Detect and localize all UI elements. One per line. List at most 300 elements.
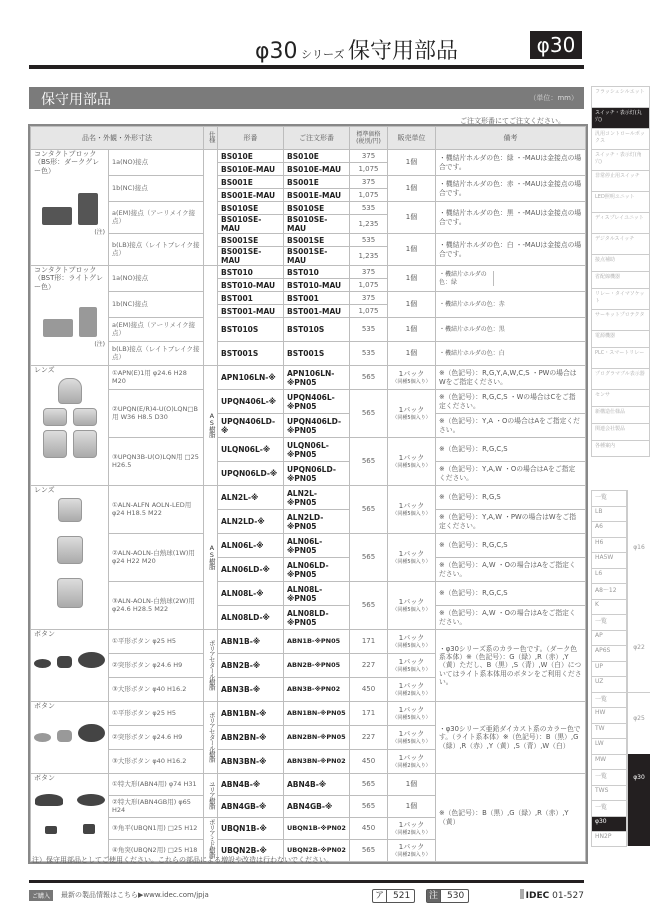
sales-unit: 1パック （同種2個入り）: [388, 840, 436, 862]
sidebar-nav: [591, 86, 650, 457]
price: 171: [350, 702, 388, 726]
category-label: コンタクトブロック（BST形：ライトグレー色）: [34, 266, 104, 291]
ref-page-b[interactable]: 注 530: [426, 889, 469, 903]
sales-unit: 1パック （同種5個入り）: [388, 366, 436, 390]
order-number: ABN2BN-※PN05: [284, 726, 350, 750]
order-number: BST001-MAU: [284, 305, 350, 318]
order-number: BS010SE: [284, 202, 350, 215]
model-number: BST001S: [218, 342, 284, 366]
footer-divider: [29, 880, 584, 883]
sub-label: ①APN(E)1用 φ24.6 H28 M20: [109, 366, 204, 390]
order-number: BS001SE-MAU: [284, 247, 350, 266]
sales-unit: 1個: [388, 292, 436, 318]
order-number: APN106LN-※PN05: [284, 366, 350, 390]
spec-cell: [204, 774, 218, 818]
order-number: ABN4B-※: [284, 774, 350, 796]
sub-label: a(EM)接点（アーリメイク接点）: [109, 318, 204, 342]
sub-label: ①平形ボタン φ25 H5: [109, 702, 204, 726]
col-header: 販売単位: [388, 127, 436, 150]
index-item[interactable]: 一覧: [591, 614, 627, 630]
sales-unit: 1パック （同種5個入り）: [388, 486, 436, 534]
index-item[interactable]: AP: [591, 630, 627, 646]
remark: ・機結片ホルダの色：黒: [436, 318, 586, 342]
sub-label: b(LB)接点（レイトブレイク接点）: [109, 234, 204, 266]
lens-image: [34, 408, 105, 426]
order-number: ABN4GB-※: [284, 796, 350, 818]
index-item[interactable]: A6: [591, 521, 627, 537]
button-image: [34, 724, 105, 742]
model-number: UPQN406LD-※: [218, 414, 284, 438]
sub-label: ②ALN-AOLN-白熱球(1W)用 φ24 H22 M20: [109, 534, 204, 582]
category-label: ボタン: [34, 702, 55, 710]
page-title: [255, 34, 458, 65]
purchase-tag: ご購入: [29, 890, 53, 901]
table-row: [31, 390, 586, 414]
price: 535: [350, 318, 388, 342]
sales-unit: 1パック （同種5個入り）: [388, 702, 436, 726]
sub-label: ②突形ボタン φ24.6 H9: [109, 726, 204, 750]
product-info-link[interactable]: 最新の製品情報はこちら▶www.idec.com/jpja: [61, 891, 209, 899]
sub-label: a(EM)接点（アーリメイク接点）: [109, 202, 204, 234]
table-header-row: [31, 127, 586, 150]
price: 565: [350, 366, 388, 390]
index-item[interactable]: H6: [591, 537, 627, 553]
col-header: ご注文形番: [284, 127, 350, 150]
index-item[interactable]: UP: [591, 661, 627, 677]
index-item[interactable]: MW: [591, 754, 627, 770]
model-number: ALN06LD-※: [218, 558, 284, 582]
order-number: ALN08L-※PN05: [284, 582, 350, 606]
order-number: ALN2LD-※PN05: [284, 510, 350, 534]
remark: ※（色記号）：Y,A,W ・PWの場合はWをご指定ください。: [436, 510, 586, 534]
spec-cell: [204, 266, 218, 366]
sales-unit: 1個: [388, 774, 436, 796]
remark: ※（色記号）：A,W ・Oの場合はAをご指定ください。: [436, 606, 586, 630]
col-header: 標準価格(税別/円): [350, 127, 388, 150]
sidebar-item[interactable]: 新構造仕様品: [591, 406, 650, 423]
material-label: ユリア樹脂: [207, 780, 216, 809]
material-label: AS樹脂: [207, 411, 216, 437]
model-number: UBQN1B-※: [218, 818, 284, 840]
order-note: ご注文形番にてご注文ください。: [460, 117, 565, 125]
sub-label: ①ALN-ALFN AOLN-LED用 φ24 H18.5 M22: [109, 486, 204, 534]
title-main: 保守用部品: [347, 39, 458, 64]
page-number: 01-527: [552, 891, 584, 901]
price: 450: [350, 678, 388, 702]
sales-unit: 1個: [388, 176, 436, 202]
model-number: BS001E-MAU: [218, 189, 284, 202]
order-number: ABN3B-※PN02: [284, 678, 350, 702]
sub-label: b(LB)接点（レイトブレイク接点）: [109, 342, 204, 366]
order-number: UPQN406LD-※PN05: [284, 414, 350, 438]
model-number: ULQN06L-※: [218, 438, 284, 462]
remark: ※（色記号）：Y,A,W ・Oの場合はAをご指定ください。: [436, 462, 586, 486]
order-number: ABN3BN-※PN02: [284, 750, 350, 774]
remark: ・機結片ホルダの色：赤: [436, 292, 586, 318]
remark: ・φ30シリーズ系のカラー色です。（ダーク色系本体）※（色記号）：G（緑）,R（赤）,Y（黄）ただし、B（黒）,S（青）,W（白）についてはライト系本体用のボタンをご利用ください。: [436, 630, 586, 702]
price: 565: [350, 534, 388, 582]
button-image: [34, 824, 105, 834]
model-number: ALN2L-※: [218, 486, 284, 510]
sales-unit: 1パック （同種5個入り）: [388, 438, 436, 486]
table-row: [31, 630, 586, 654]
model-number: BS010SE: [218, 202, 284, 215]
order-number: BS010E: [284, 150, 350, 163]
order-number: BST001S: [284, 342, 350, 366]
category-cell: [31, 702, 109, 774]
model-number: ABN2B-※: [218, 654, 284, 678]
sub-label: ③ALN-AOLN-白熱球(2W)用 φ24.6 H28.5 M22: [109, 582, 204, 630]
model-number: BST010: [218, 266, 284, 279]
sales-unit: 1個: [388, 234, 436, 266]
col-header: 品名・外観・外形寸法: [31, 127, 204, 150]
price: 565: [350, 390, 388, 438]
index-item[interactable]: 一覧: [591, 769, 627, 785]
sales-unit: 1個: [388, 318, 436, 342]
sales-unit: 1個: [388, 796, 436, 818]
sidebar-item[interactable]: プログラマブル表示器: [591, 368, 650, 389]
sales-unit: 1パック （同種2個入り）: [388, 818, 436, 840]
price: 227: [350, 654, 388, 678]
remark: ・機結片ホルダの色：赤 ・-MAUは金接点の場合です。: [436, 176, 586, 202]
category-label: レンズ: [34, 366, 55, 374]
index-item[interactable]: K: [591, 599, 627, 615]
model-number: UBQN2B-※: [218, 840, 284, 862]
remark: ※（色記号）：R,G,C,S: [436, 534, 586, 558]
model-number: UPQN406L-※: [218, 390, 284, 414]
table-row: [31, 486, 586, 510]
index-item[interactable]: 一覧: [591, 692, 627, 708]
spec-cell: [204, 702, 218, 774]
price: 565: [350, 438, 388, 486]
spec-cell: [204, 150, 218, 266]
table-row: [31, 702, 586, 726]
order-number: BST001: [284, 292, 350, 305]
price: 535: [350, 342, 388, 366]
model-number: ALN06L-※: [218, 534, 284, 558]
col-header: 備考: [436, 127, 586, 150]
model-number: BST001-MAU: [218, 305, 284, 318]
table-row: [31, 438, 586, 462]
parts-table: [30, 126, 586, 862]
sidebar-item[interactable]: サーキットプロテクタ: [591, 309, 650, 330]
remark: ※（色記号）：B（黒）,G（緑）,R（赤）,Y（黄）: [436, 774, 586, 862]
price: 565: [350, 796, 388, 818]
order-number: BS001E: [284, 176, 350, 189]
remark: ・機結片ホルダの色：白 ・-MAUは金接点の場合です。: [436, 234, 586, 266]
lens-image: [34, 578, 105, 608]
model-number: APN106LN-※: [218, 366, 284, 390]
sidebar-item[interactable]: フラッシュシルエット: [591, 86, 650, 107]
order-number: ALN06LD-※PN05: [284, 558, 350, 582]
order-number: ALN06L-※PN05: [284, 534, 350, 558]
price: 375: [350, 150, 388, 163]
sidebar-item[interactable]: 汎用コントロールボックス: [591, 128, 650, 149]
price: 375: [350, 292, 388, 305]
title-series: シリーズ: [297, 48, 348, 61]
price: 565: [350, 582, 388, 630]
sales-unit: 1パック （同種2個入り）: [388, 678, 436, 702]
index-item[interactable]: L6: [591, 568, 627, 584]
index-item[interactable]: LB: [591, 506, 627, 522]
spec-cell: [204, 366, 218, 486]
col-header: 仕様: [204, 127, 218, 150]
lens-image: [34, 498, 105, 522]
footer: [29, 889, 584, 903]
model-number: ABN1B-※: [218, 630, 284, 654]
index-item[interactable]: 一覧: [591, 490, 627, 506]
category-cell: [31, 486, 109, 630]
price: 450: [350, 750, 388, 774]
sub-label: 1b(NC)接点: [109, 176, 204, 202]
price: 171: [350, 630, 388, 654]
remark: ※（色記号）：A,W ・Oの場合はAをご指定ください。: [436, 558, 586, 582]
model-number: ABN3BN-※: [218, 750, 284, 774]
model-number: BS010E: [218, 150, 284, 163]
remark: ※（色記号）：R,G,C,S: [436, 582, 586, 606]
order-number: ABN2B-※PN05: [284, 654, 350, 678]
lens-image: [34, 536, 105, 564]
table-row: [31, 774, 586, 796]
sales-unit: 1パック （同種5個入り）: [388, 390, 436, 438]
price: 1,075: [350, 163, 388, 176]
remark: ※（色記号）：R,G,Y,A,W,C,S ・PWの場合はWをご指定ください。: [436, 366, 586, 390]
price: 565: [350, 840, 388, 862]
note-mark: (注): [94, 229, 105, 237]
index-group-label: φ22: [627, 614, 650, 692]
order-number: BS001E-MAU: [284, 189, 350, 202]
col-header: 形番: [218, 127, 284, 150]
index-item[interactable]: AP6S: [591, 645, 627, 661]
sidebar-item[interactable]: スイッチ・表示灯(角穴): [591, 149, 650, 170]
footnote: 注）保守用部品としてご使用ください。これらの部品による増設や改造は行わないでください。: [32, 856, 333, 864]
model-number: ABN1BN-※: [218, 702, 284, 726]
button-image: [34, 652, 105, 668]
sub-label: ②突形ボタン φ24.6 H9: [109, 654, 204, 678]
order-number: BS001SE: [284, 234, 350, 247]
category-cell: [31, 150, 109, 266]
index-item-active[interactable]: φ30: [591, 816, 627, 832]
section-title: 保守用部品: [41, 92, 111, 108]
brand-page: [520, 889, 584, 901]
model-number: ABN4B-※: [218, 774, 284, 796]
order-number: ULQN06L-※PN05: [284, 438, 350, 462]
sales-unit: 1パック （同種5個入り）: [388, 654, 436, 678]
category-cell: [31, 366, 109, 486]
index-item[interactable]: LW: [591, 738, 627, 754]
remark: ・機結片ホルダの色：黒 ・-MAUは金接点の場合です。: [436, 202, 586, 234]
model-number: ALN08L-※: [218, 582, 284, 606]
remark: ・φ30シリーズ亜鉛ダイカスト系のカラー色です。（ライト系本体）※（色記号）：B（黒）,G（緑）,R（赤）,Y（黄）,S（青）,W（白）: [436, 702, 586, 774]
order-number: BS010SE-MAU: [284, 215, 350, 234]
order-number: BST010S: [284, 318, 350, 342]
remark: ※（色記号）：R,G,C,S: [436, 438, 586, 462]
index-item[interactable]: HW: [591, 707, 627, 723]
note-mark: (注): [94, 341, 105, 349]
sidebar-item[interactable]: 接点補助: [591, 254, 650, 271]
sidebar-item[interactable]: リレー・タイマソケット: [591, 288, 650, 309]
index-item[interactable]: HA5W: [591, 552, 627, 568]
model-number: ALN08LD-※: [218, 606, 284, 630]
index-item[interactable]: A8～12: [591, 583, 627, 599]
order-number: BST010: [284, 266, 350, 279]
sales-unit: 1個: [388, 150, 436, 176]
button-image: [34, 794, 105, 806]
model-number: BST010S: [218, 318, 284, 342]
sidebar-item[interactable]: 各種案内: [591, 440, 650, 457]
model-number: BST001: [218, 292, 284, 305]
model-number: BST010-MAU: [218, 279, 284, 292]
order-number: BST010-MAU: [284, 279, 350, 292]
order-number: BS010E-MAU: [284, 163, 350, 176]
order-number: UPQN406L-※PN05: [284, 390, 350, 414]
sales-unit: 1パック （同種5個入り）: [388, 630, 436, 654]
table-row: [31, 534, 586, 558]
sidebar-item[interactable]: センサ: [591, 389, 650, 406]
order-number: UBQN1B-※PN02: [284, 818, 350, 840]
index-item[interactable]: 一覧: [591, 800, 627, 816]
model-number: BS010E-MAU: [218, 163, 284, 176]
sub-label: ②UPQN(E/R)4-U(O)LQN□B用 W36 H8.5 D30: [109, 390, 204, 438]
sub-label: ①平形ボタン φ25 H5: [109, 630, 204, 654]
remark: [436, 266, 586, 292]
sub-label: ③大形ボタン φ40 H16.2: [109, 678, 204, 702]
sales-unit: 1個: [388, 202, 436, 234]
category-label: ボタン: [34, 774, 55, 782]
material-label: ポリアミド樹脂: [207, 819, 216, 858]
price: 1,075: [350, 189, 388, 202]
contact-block-image: [34, 307, 105, 337]
index-group-label: φ16: [627, 490, 650, 614]
brand-logo: IDEC: [525, 891, 550, 901]
model-number: BS001SE-MAU: [218, 247, 284, 266]
remark: ・機結片ホルダの色：白: [436, 342, 586, 366]
category-cell: [31, 630, 109, 702]
category-label: レンズ: [34, 486, 55, 494]
order-number: UBQN2B-※PN02: [284, 840, 350, 862]
model-number: ABN4GB-※: [218, 796, 284, 818]
sales-unit: 1パック （同種5個入り）: [388, 726, 436, 750]
sidebar-item[interactable]: 省配線機器: [591, 271, 650, 288]
price: 535: [350, 202, 388, 215]
section-bar: [29, 87, 584, 109]
table-row: [31, 318, 586, 342]
table-row: [31, 292, 586, 305]
material-label: AS樹脂: [207, 543, 216, 569]
remark: ※（色記号）：R,G,S: [436, 486, 586, 510]
price: 450: [350, 818, 388, 840]
sub-label: ④角突(UBQN2用) □25 H18: [109, 840, 204, 862]
index-group-label-active: φ30: [627, 754, 650, 846]
table-row: [31, 202, 586, 215]
price: 1,235: [350, 215, 388, 234]
price: 227: [350, 726, 388, 750]
sales-unit: 1個: [388, 342, 436, 366]
index-item[interactable]: UZ: [591, 676, 627, 692]
model-number: BS001E: [218, 176, 284, 189]
index-item[interactable]: HN2P: [591, 831, 627, 847]
header-divider: [29, 65, 584, 69]
sidebar-item[interactable]: デジタルスイッチ: [591, 233, 650, 254]
table-row: [31, 266, 586, 279]
sidebar-item[interactable]: LED照明ユニット: [591, 191, 650, 212]
sub-label: ①特大形(ABN4用) φ74 H31: [109, 774, 204, 796]
spec-cell: [204, 630, 218, 702]
sidebar-item[interactable]: PLC・スマートリレー: [591, 347, 650, 368]
price: 535: [350, 234, 388, 247]
index-item[interactable]: TW: [591, 723, 627, 739]
sales-unit: 1パック （同種2個入り）: [388, 750, 436, 774]
sales-unit: 1パック （同種5個入り）: [388, 534, 436, 582]
model-number: BS010SE-MAU: [218, 215, 284, 234]
table-row: [31, 176, 586, 189]
material-label: ポリアセタール樹脂: [207, 639, 216, 690]
price: 1,075: [350, 279, 388, 292]
table-row: [31, 150, 586, 163]
lens-image: [34, 430, 105, 458]
price: 1,075: [350, 305, 388, 318]
table-row: [31, 342, 586, 366]
unit-label: （単位：mm）: [529, 94, 578, 102]
index-item[interactable]: TWS: [591, 785, 627, 801]
table-row: [31, 582, 586, 606]
remark-left: ・機結片ホルダの色：緑: [439, 271, 494, 285]
material-label: ポリアセタール樹脂: [207, 711, 216, 762]
price: 375: [350, 176, 388, 189]
sub-label: ③UPQN3B-U(O)LQN用 □25 H26.5: [109, 438, 204, 486]
sidebar-item[interactable]: 関連会社製品: [591, 423, 650, 440]
model-number: ABN2BN-※: [218, 726, 284, 750]
sub-label: ②特大形(ABN4GB用) φ65 H24: [109, 796, 204, 818]
sub-label: 1a(NO)接点: [109, 266, 204, 292]
sidebar-item[interactable]: 電源機器: [591, 330, 650, 347]
spec-cell: [204, 486, 218, 630]
series-badge: φ30: [530, 31, 582, 59]
sidebar-item-active[interactable]: スイッチ・表示灯(丸穴): [591, 107, 650, 128]
table-row: [31, 366, 586, 390]
sub-label: ③角平(UBQN1用) □25 H12: [109, 818, 204, 840]
table-row: [31, 234, 586, 247]
sales-unit: 1パック （同種5個入り）: [388, 582, 436, 630]
model-number: UPQN06LD-※: [218, 462, 284, 486]
order-number: ABN1BN-※PN05: [284, 702, 350, 726]
price: 565: [350, 774, 388, 796]
ref-page-a[interactable]: ア 521: [372, 889, 415, 903]
model-number: ALN2LD-※: [218, 510, 284, 534]
sidebar-item[interactable]: 非常停止用スイッチ: [591, 170, 650, 191]
model-number: BS001SE: [218, 234, 284, 247]
remark: ※（色記号）：R,G,C,S ・Wの場合はCをご指定ください。: [436, 390, 586, 414]
title-prefix: φ30: [255, 39, 298, 64]
order-number: ALN2L-※PN05: [284, 486, 350, 510]
sub-label: 1a(NO)接点: [109, 150, 204, 176]
contact-block-image: [34, 193, 105, 225]
price: 1,235: [350, 247, 388, 266]
order-number: UPQN06LD-※PN05: [284, 462, 350, 486]
model-number: ABN3B-※: [218, 678, 284, 702]
sales-unit: 1個: [388, 266, 436, 292]
sub-label: 1b(NC)接点: [109, 292, 204, 318]
category-cell: [31, 266, 109, 366]
sub-label: ③大形ボタン φ40 H16.2: [109, 750, 204, 774]
order-number: ALN08LD-※PN05: [284, 606, 350, 630]
sidebar-item[interactable]: ディスプレイユニット: [591, 212, 650, 233]
remark: ・機結片ホルダの色：緑 ・-MAUは金接点の場合です。: [436, 150, 586, 176]
category-cell: [31, 774, 109, 862]
category-label: コンタクトブロック（BS形：ダークグレー色）: [34, 150, 100, 175]
order-number: ABN1B-※PN05: [284, 630, 350, 654]
index-group-label: φ25: [627, 692, 650, 754]
